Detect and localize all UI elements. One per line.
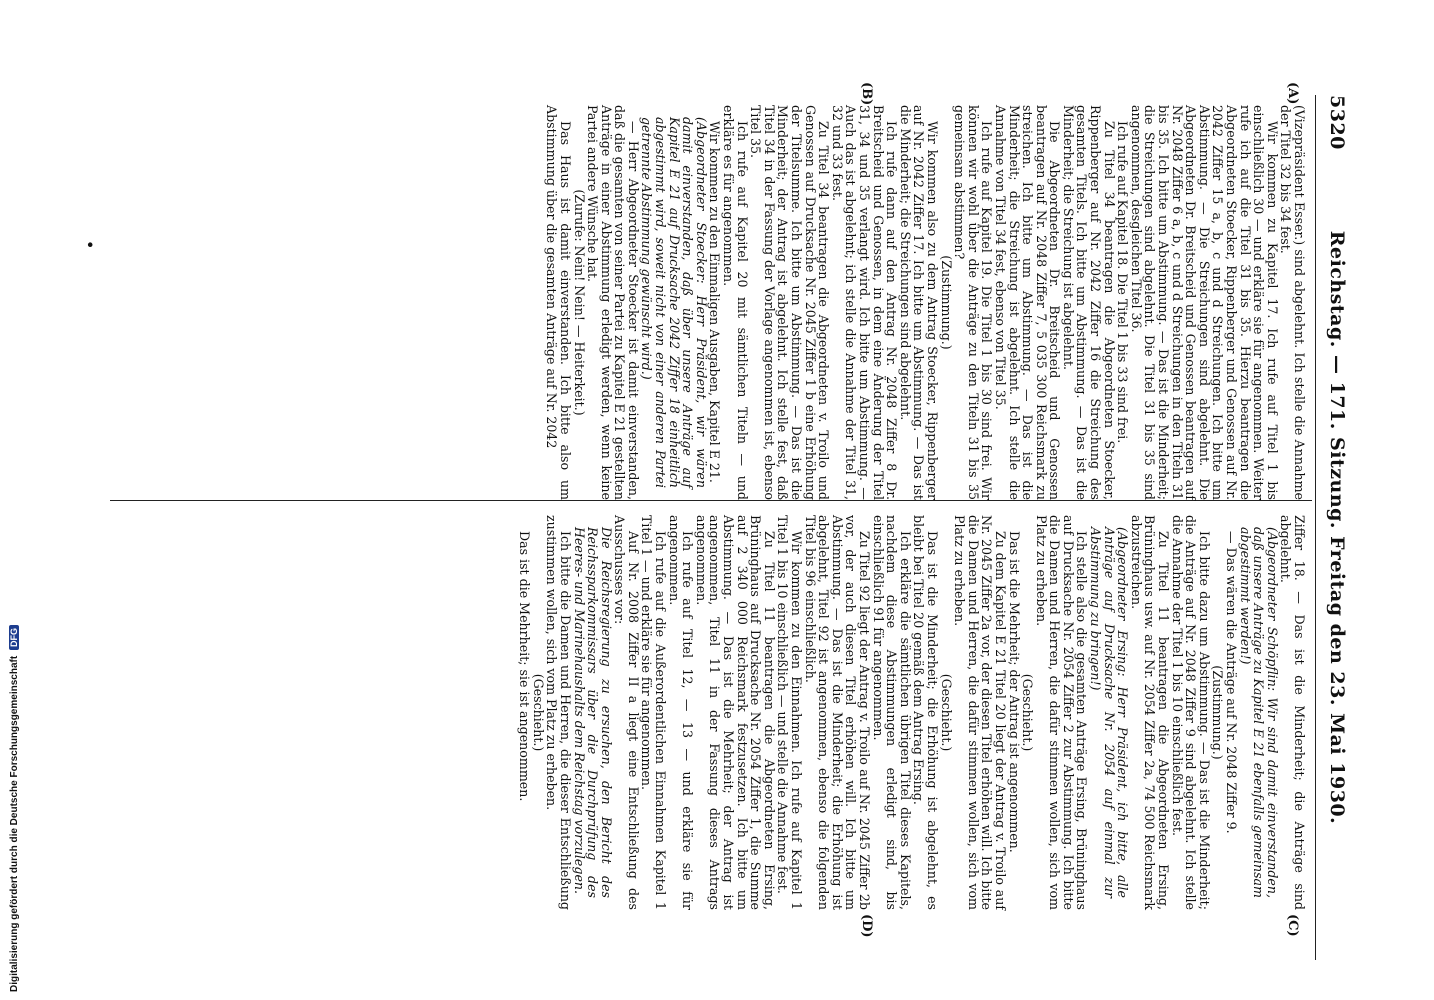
paragraph: Zu Titel 34 beantragen die Abgeordneten Stoecker, Rippenberger auf Nr. 2042 Ziffer 16 die Streichung des gesamten Titels. Ich bitte um Abstimmung. — Das ist die Minderheit; die Streichung ist abgelehnt. bbox=[1060, 105, 1117, 500]
paragraph: (Abgeordneter Ersing: Herr Präsident, ich bitte, alle Anträge auf Drucksache Nr. 2054 auf einmal zur Abstimmung zu bringen!) bbox=[1088, 527, 1131, 898]
column-divider bbox=[110, 500, 1312, 501]
paragraph: Ich rufe auf Kapitel 20 mit sämtlichen Titeln — und erkläre es für angenommen. bbox=[721, 105, 750, 500]
paragraph: (Zustimmung.) bbox=[938, 255, 954, 350]
paragraph: Ich rufe auf Kapitel 19. Die Titel 1 bis 30 sind frei. Wir können wir wohl über die Anträge zu den Titeln 31 bis 35 gemeinsam abstimmen? bbox=[952, 105, 995, 500]
paragraph: Zu dem Kapitel E 21 Titel 20 liegt der Antrag v. Troilo auf Nr. 2045 Ziffer 2a vor, der diesen Titel erhöhen will. Ich bitte die Damen und Herren, die dafür stimmen wollen, sich vom Platz zu erheben. bbox=[952, 515, 1008, 910]
paragraph: Ich bitte dazu um Abstimmung. — Das ist die Minderheit; die Anträge auf Nr. 2048 Ziffer 9 sind abgelehnt. Ich stelle die Annahme der Titel 1 bis 10 einschließlich fest. bbox=[1169, 515, 1212, 910]
paragraph: Ich stelle also die gesamten Anträge Ersing, Brüninghaus auf Drucksache Nr. 2054 Ziffer 2 zur Abstimmung. Ich bitte die Damen und Herren, die dafür stimmen wollen, sich vom Platz zu erheben. bbox=[1033, 515, 1090, 910]
paragraph: (Vizepräsident Esser.) sind abgelehnt. Ich stelle die Annahme der Titel 32 bis 34 fest. bbox=[1278, 105, 1307, 500]
header-rule bbox=[1315, 95, 1316, 960]
paragraph: Die Reichsregierung zu ersuchen, den Bericht des Reichssparkommissars über die Durchprüfung des Heeres- und Marinehaushalts dem Reichstag vorzulegen. bbox=[571, 527, 614, 898]
paragraph: (Zustimmung.) bbox=[1210, 665, 1226, 760]
dfg-logo: DFG bbox=[9, 625, 19, 650]
page-header bbox=[1318, 95, 1348, 960]
paragraph: (Geschieht.) bbox=[530, 673, 546, 752]
paragraph: Ich rufe auf Titel 12, — 13 — und erkläre sie für angenommen. bbox=[666, 515, 696, 910]
paragraph: Das Haus ist damit einverstanden. Ich bitte also um Abstimmung über die gesamten Anträge auf Nr. 2042 bbox=[544, 105, 573, 500]
paragraph: Wir kommen also zu dem Antrag Stoecker, Rippenberger auf Nr. 2042 Ziffer 17. Ich bitte um Abstimmung. — Das ist die Minderheit; die Streichungen sind abgelehnt. bbox=[897, 105, 940, 500]
paragraph: Zu Titel 92 liegt der Antrag v. Troilo auf Nr. 2045 Ziffer 2b vor, der auch diesen Titel erhöhen will. Ich bitte um Abstimmung. — Das ist die Minderheit; die Erhöhung ist abgelehnt, Titel 92 ist angenommen, ebenso die folgenden Titel bis 96 einschließlich. bbox=[802, 515, 872, 910]
margin-letter-b: (B) bbox=[859, 82, 874, 106]
paragraph: Wir kommen zu Kapitel 17. Ich rufe auf Titel 1 bis einschließlich 30 — und erkläre sie für angenommen. Weiter rufe ich auf die Titel 31 bis 35. Hierzu beantragen die Abgeordneten Stoecker, Rippenberger und Genossen auf Nr. 2042 Ziffer 15 a, b, c und d Streichungen. Ich bitte um Abstimmung. — Die Streichungen sind abgelehnt. Die Abgeordneten Dr. Breitscheid und Genossen beantragen auf Nr. 2048 Ziffer 6 a, b, c und d Streichungen in den Titeln 31 bis 35. Ich bitte um Abstimmung. — Das ist die Minderheit; die Streichungen sind abgelehnt. Die Titel 31 bis 35 sind angenommen, desgleichen Titel 36. bbox=[1128, 105, 1280, 500]
paragraph: (Geschieht.) bbox=[938, 673, 954, 752]
margin-letter-c: (C) bbox=[1285, 914, 1300, 937]
paragraph: Auf Nr. 2008 Ziffer II a liegt eine Entschließung des Ausschusses vor: bbox=[612, 515, 641, 910]
digitization-credit bbox=[9, 625, 20, 992]
paragraph: (Zurufe: Nein! Nein! — Heiterkeit.) bbox=[571, 189, 587, 416]
paragraph: Ich rufe dann auf den Antrag Nr. 2048 Ziffer 8 Dr. Breitscheid und Genossen, in dem eine Änderung der Titel 31, 34 und 35 verlangt wird. Ich bitte um Abstimmung. — Auch das ist abgelehnt; ich stelle die Annahme der Titel 31, 32 und 33 fest. bbox=[829, 105, 900, 500]
running-title: Reichstag. — 171. Sitzung. Freitag den 23. Mai 1930. bbox=[1326, 230, 1348, 825]
page-number: 5320 bbox=[1326, 95, 1348, 150]
paragraph: Ziffer 18. — Das ist die Minderheit; die Anträge sind abgelehnt. bbox=[1278, 515, 1307, 910]
paragraph: (Abgeordneter Stoecker: Herr Präsident, wir wären damit einverstanden, daß über unsere Anträge auf Kapitel E 21 auf Drucksache 2042 Ziffer 18 einheitlich abgestimmt wird, soweit nicht von einer anderen Partei getrennte Abstimmung gewünscht wird.) bbox=[639, 117, 709, 488]
paragraph: Ich rufe auf Kapitel 18. Die Titel 1 bis 33 sind frei. bbox=[1115, 121, 1131, 444]
paragraph: Die Abgeordneten Dr. Breitscheid und Genossen beantragen auf Nr. 2048 Ziffer 7, 5 035 300 Reichsmark zu streichen. Ich bitte um Abstimmung. — Das ist die Minderheit; die Streichung ist abgelehnt. Ich stelle die Annahme von Titel 34 fest, ebenso von Titel 35. bbox=[992, 105, 1063, 500]
margin-letter-d: (D) bbox=[859, 914, 874, 938]
paragraph: Das ist die Minderheit; die Erhöhung ist abgelehnt, es bleibt bei Titel 20 gemäß dem Antrag Ersing. bbox=[911, 515, 940, 910]
paragraph: Zu Titel 11 beantragen die Abgeordneten Ersing, Brüninghaus usw. auf Nr. 2054 Ziffer 2a, 74 500 Reichsmark abzustreichen. bbox=[1128, 515, 1172, 910]
paragraph: Wir kommen zu den Einnahmen. Ich rufe auf Kapitel 1 Titel 1 bis 10 einschließlich — und stelle die Annahme fest. bbox=[775, 515, 805, 910]
right-column bbox=[518, 515, 1306, 910]
paragraph: (Geschieht.) bbox=[1020, 673, 1036, 752]
paragraph: Zu Titel 11 beantragen die Abgeordneten Ersing, Brüninghaus auf Drucksache Nr. 2054 Ziffer 1, die Summe auf 2 340 000 Reichsmark festzusetzen. Ich bitte um Abstimmung. — Das ist die Mehrheit; der Antrag ist angenommen, Titel 11 in der Fassung dieses Antrags angenommen. bbox=[693, 515, 777, 910]
credit-text: Digitalisierung gefördert durch die Deutsche Forschungsgemeinschaft bbox=[9, 655, 20, 992]
margin-letter-a: (A) bbox=[1285, 82, 1300, 105]
paragraph: Zu Titel 34 beantragen die Abgeordneten v. Troilo und Genossen auf Drucksache Nr. 2045 Ziffer 1 b eine Erhöhung der Titelsumme. Ich bitte um Abstimmung. — Das ist die Minderheit; der Antrag ist abgelehnt. Ich stelle fest, daß Titel 34 in der Fassung der Vorlage angenommen ist, ebenso Titel 35. bbox=[748, 105, 832, 500]
paragraph: — Herr Abgeordneter Stoecker ist damit einverstanden, daß die gesamten von seiner Partei zu Kapitel E 21 gestellten Anträge in einer Abstimmung erledigt werden, wenn keine Partei andere Wünsche hat. bbox=[585, 105, 641, 500]
paragraph: (Abgeordneter Schöpflin: Wir sind damit einverstanden, daß unsere Anträge zu Kapitel E 21 ebenfalls gemeinsam abgestimmt werden!) bbox=[1237, 527, 1280, 898]
paragraph: Ich erkläre die sämtlichen übrigen Titel dieses Kapitels, nachdem diese Abstimmungen erledigt sind, bis einschließlich 91 für angenommen. bbox=[870, 515, 913, 910]
left-column bbox=[545, 105, 1306, 500]
paragraph: Ich rufe auf die Außerordentlichen Einnahmen Kapitel 1 Titel 1 — und erkläre sie für angenommen. bbox=[639, 515, 669, 910]
paragraph: Ich bitte die Damen und Herren, die dieser Entschließung zustimmen wollen, sich vom Platz zu erheben. bbox=[544, 515, 573, 910]
paragraph: Das ist die Mehrheit; sie ist angenommen. bbox=[517, 531, 533, 802]
paragraph: Wir kommen zu den Einmaligen Ausgaben, Kapitel E 21. bbox=[707, 121, 723, 483]
print-dot: • bbox=[80, 240, 99, 250]
paragraph: — Das wären die Anträge auf Nr. 2048 Ziffer 9. bbox=[1224, 531, 1240, 834]
paragraph: Das ist die Mehrheit; der Antrag ist angenommen. bbox=[1006, 531, 1022, 853]
